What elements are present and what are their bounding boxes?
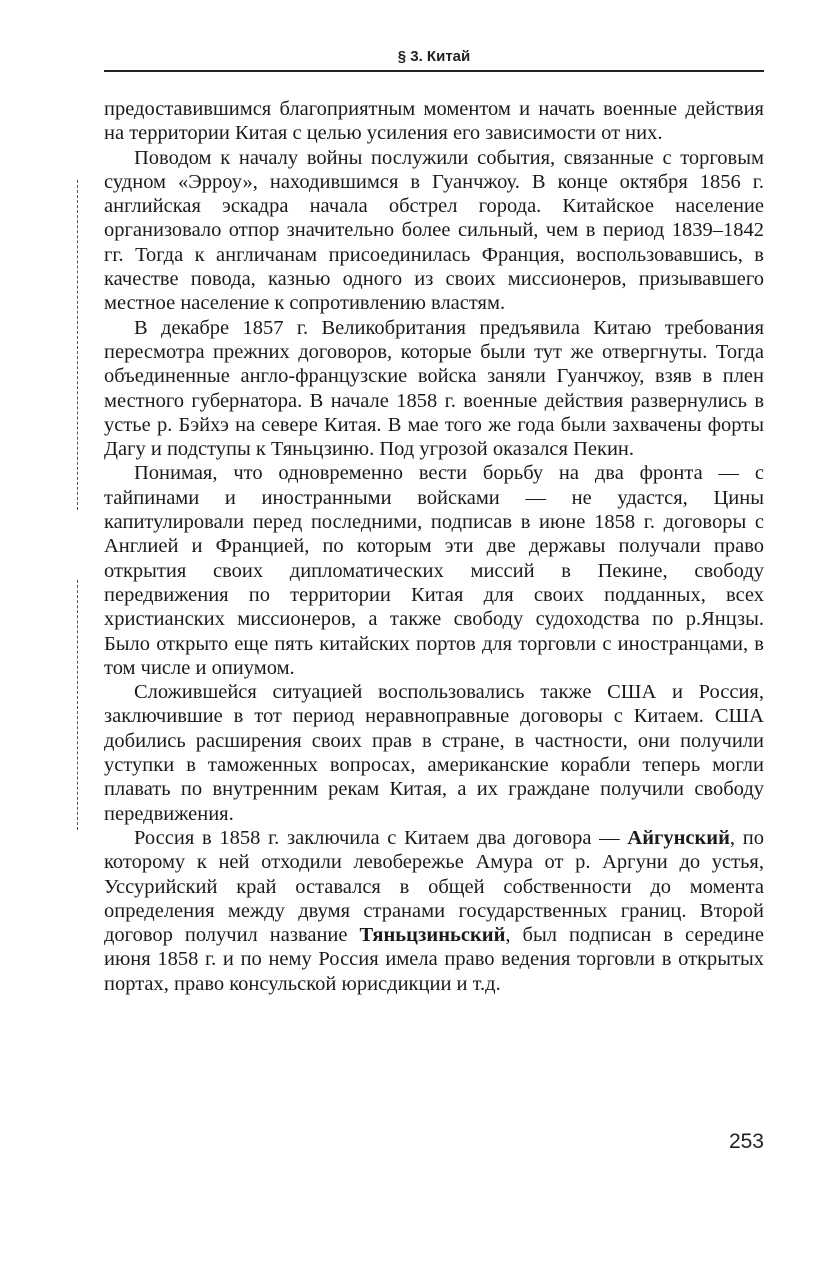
- paragraph: В декабре 1857 г. Великобритания предъявила Китаю требования пересмотра прежних договоров, которые были тут же отвергнуты. Тогда объединенные англо-французские войска заняли Гуанчжоу, взяв в плен местного губернатора. В начале 1858 г. военные действия развернулись в устье р. Бэйхэ на севере Китая. В мае того же года были захвачены форты Дагу и подступы к Тяньцзиню. Под угрозой оказался Пекин.: [104, 316, 764, 461]
- page-number: 253: [728, 1130, 764, 1153]
- margin-mark: [77, 180, 78, 510]
- text-run: Россия в 1858 г. заключила с Китаем два договора —: [134, 826, 628, 849]
- treaty-name: Айгунский: [627, 826, 730, 849]
- paragraph: Понимая, что одновременно вести борьбу на два фронта — с тайпинами и иностранными войсками — не удастся, Цины капитулировали перед последними, подписав в июне 1858 г. договоры с Англией и Францией, по которым эти две державы получали право открытия своих дипломатических миссий в Пекине, свободу передвижения по территории Китая для своих подданных, всех христианских миссионеров, а также свободу судоходства по р.Янцзы. Было открыто еще пять китайских портов для торговли с иностранцами, в том числе и опиумом.: [104, 462, 764, 679]
- header-rule: [104, 70, 764, 72]
- text-run: , по которому к ней отходили левобережье Амура от р. Аргуни до устья, Уссурийский край оставался в общей собственности до момента определения между двумя странами государственных границ. Второй договор получил название: [104, 826, 764, 947]
- margin-mark: [77, 580, 78, 830]
- text-run: , был подписан в середине июня 1858 г. и по нему Россия имела право ведения торговли в открытых портах, право консульской юрисдикции и т.д.: [104, 924, 765, 995]
- paragraph: Поводом к началу войны послужили события, связанные с торговым судном «Эрроу», находившимся в Гуанчжоу. В конце октября 1856 г. английская эскадра начала обстрел города. Китайское население организовало отпор значительно более сильный, чем в период 1839–1842 гг. Тогда к англичанам присоединилась Франция, воспользовавшись, в качестве повода, казнью одного из своих миссионеров, призывавшего местное население к сопротивлению властям.: [104, 146, 764, 315]
- paragraph: Сложившейся ситуацией воспользовались также США и Россия, заключившие в тот период неравноправные договоры с Китаем. США добились расширения своих прав в стране, в частности, они получили уступки в таможенных вопросах, американские корабли теперь могли плавать по внутренним рекам Китая, а их граждане получили свободу передвижения.: [104, 681, 764, 825]
- paragraph: предоставившимся благоприятным моментом и начать военные действия на территории Китая с целью усиления его зависимости от них.: [104, 98, 764, 145]
- body-text: [104, 97, 764, 996]
- treaty-name: Тяньцзиньский: [359, 924, 506, 947]
- paragraph-russia-treaties: [104, 826, 764, 996]
- running-header: § 3. Китай: [397, 48, 471, 65]
